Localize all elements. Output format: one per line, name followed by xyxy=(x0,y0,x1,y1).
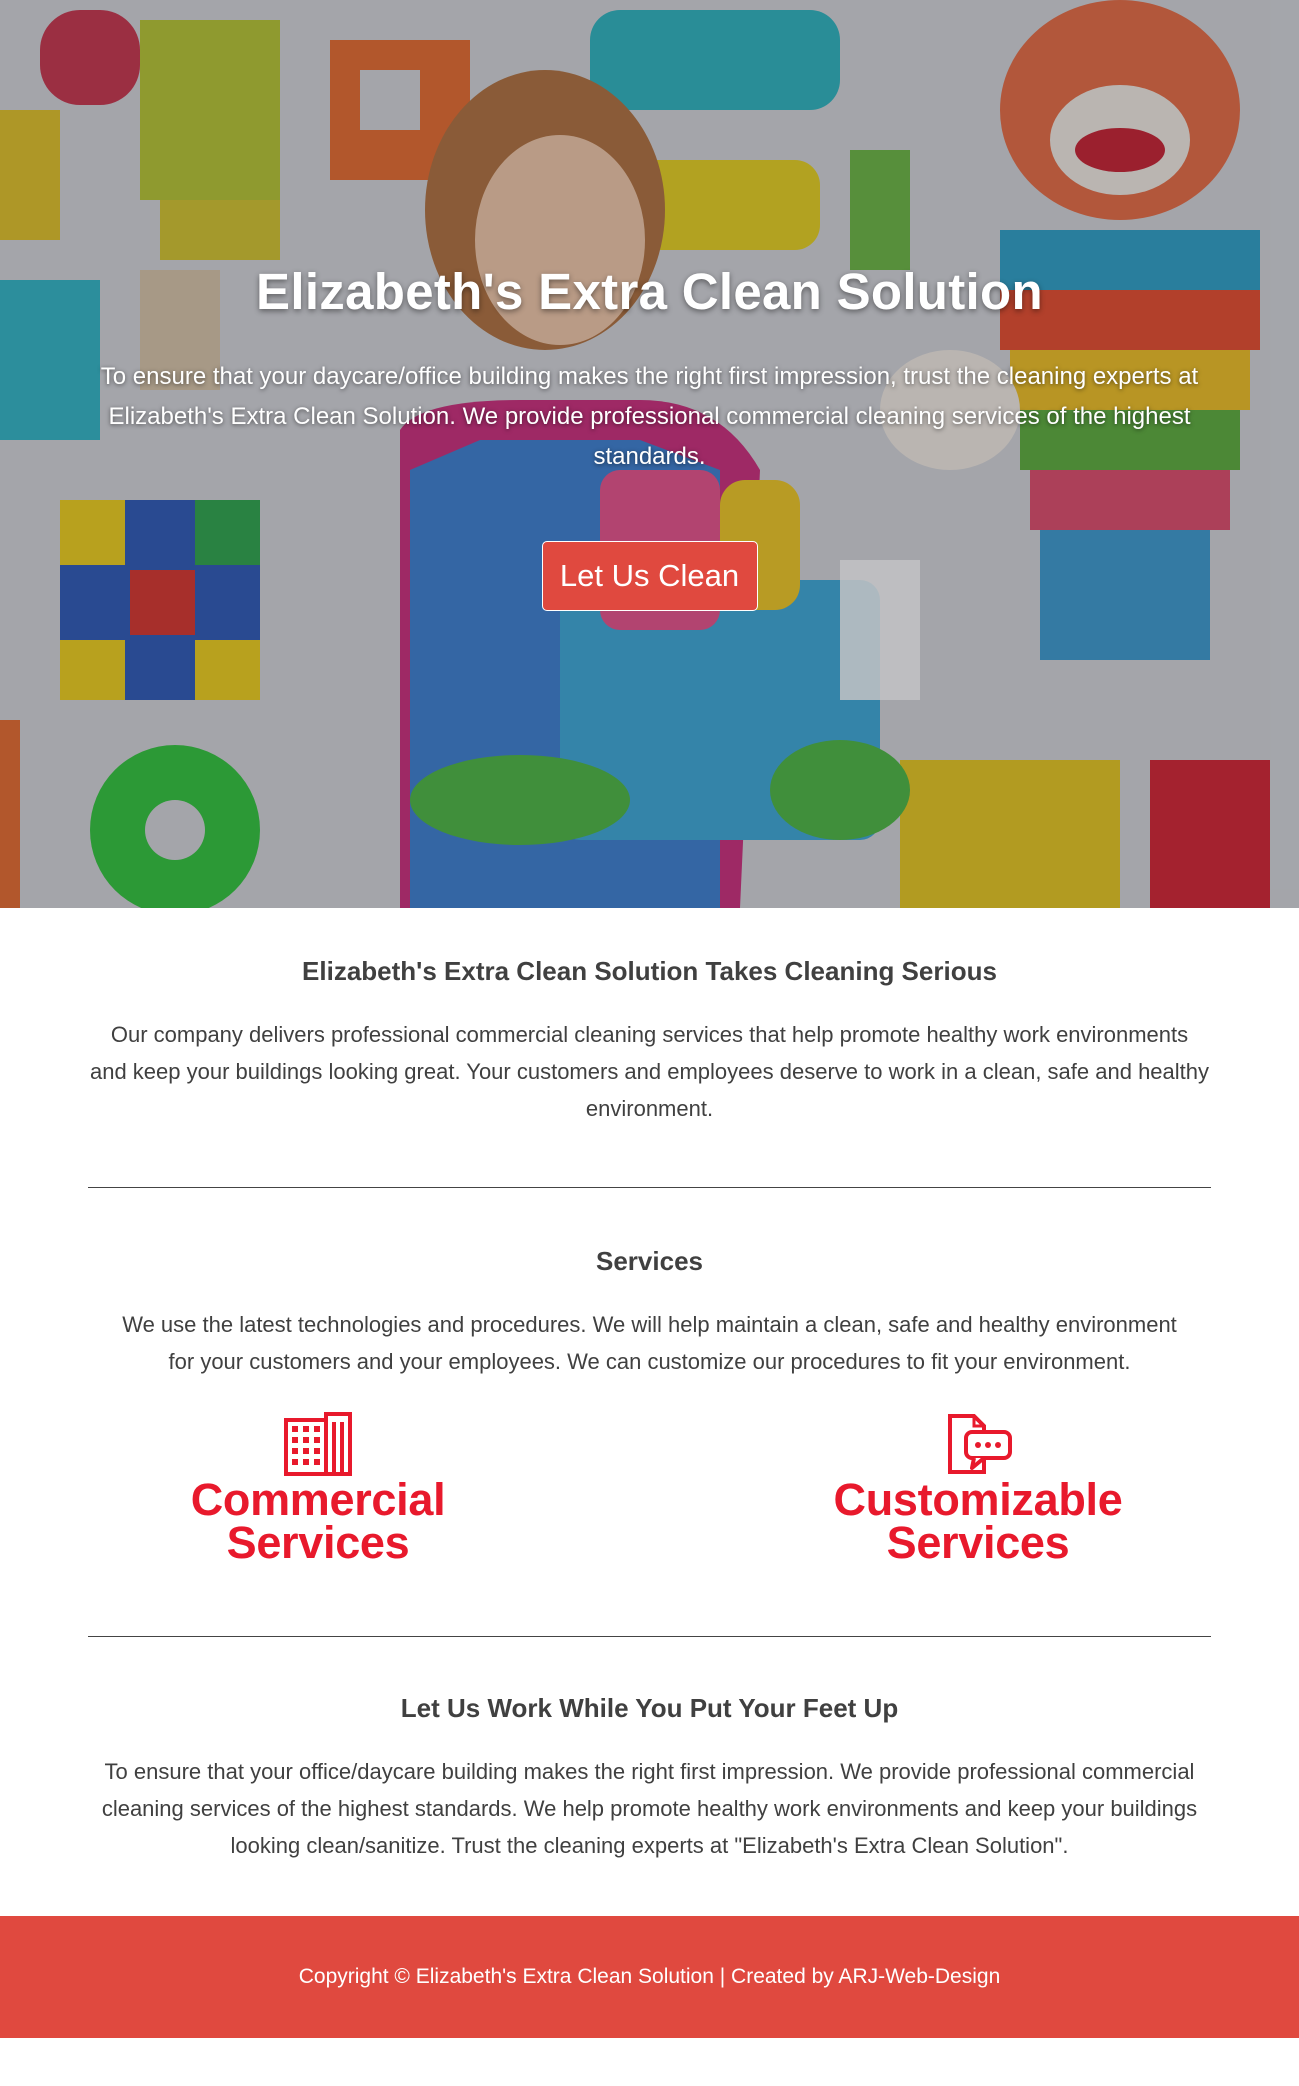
hero-title: Elizabeth's Extra Clean Solution xyxy=(256,263,1043,320)
about-title: Elizabeth's Extra Clean Solution Takes Cleaning Serious xyxy=(302,956,997,986)
feet-up-section xyxy=(0,1637,1299,1864)
let-us-clean-button[interactable]: Let Us Clean xyxy=(542,541,758,611)
about-section xyxy=(0,908,1299,1127)
services-text: We use the latest technologies and procedures. We will help maintain a clean, safe and healthy environment for your customers and your employees. We can customize our procedures to fit your environment. xyxy=(122,1312,1177,1374)
hero-description: To ensure that your daycare/office building makes the right first impression, trust the cleaning experts at Elizabeth's Extra Clean Solution. We provide professional commercial cleaning services of the highest standards. xyxy=(100,363,1199,470)
feet-up-text: To ensure that your office/daycare building makes the right first impression. We provide professional commercial cleaning services of the highest standards. We help promote healthy work environments and keep your buildings looking clean/sanitize. Trust the cleaning experts at "Elizabeth's Extra Clean Solution". xyxy=(101,1759,1198,1858)
commercial-services-line2: Services xyxy=(226,1517,410,1568)
commercial-services-line1: Commercial xyxy=(190,1474,446,1525)
footer xyxy=(0,1916,1299,2038)
customizable-services-line1: Customizable xyxy=(833,1474,1123,1525)
services-title: Services xyxy=(596,1246,703,1276)
footer-copyright: Copyright © Elizabeth's Extra Clean Solution | Created by ARJ-Web-Design xyxy=(298,1965,1001,1988)
commercial-services-card xyxy=(190,1410,446,1568)
about-text: Our company delivers professional commercial cleaning services that help promote healthy work environments and keep your buildings looking great. Your customers and employees deserve to work in a clean, safe and healthy environment. xyxy=(89,1022,1210,1121)
customizable-services-card xyxy=(833,1410,1123,1568)
feet-up-title: Let Us Work While You Put Your Feet Up xyxy=(400,1693,899,1723)
document-chat-icon xyxy=(942,1410,1014,1476)
hero-content xyxy=(0,262,1299,611)
customizable-services-line2: Services xyxy=(886,1517,1070,1568)
hero-banner xyxy=(0,0,1299,908)
services-section xyxy=(0,1188,1299,1580)
services-row xyxy=(0,1410,1299,1580)
office-building-icon xyxy=(282,1410,354,1476)
